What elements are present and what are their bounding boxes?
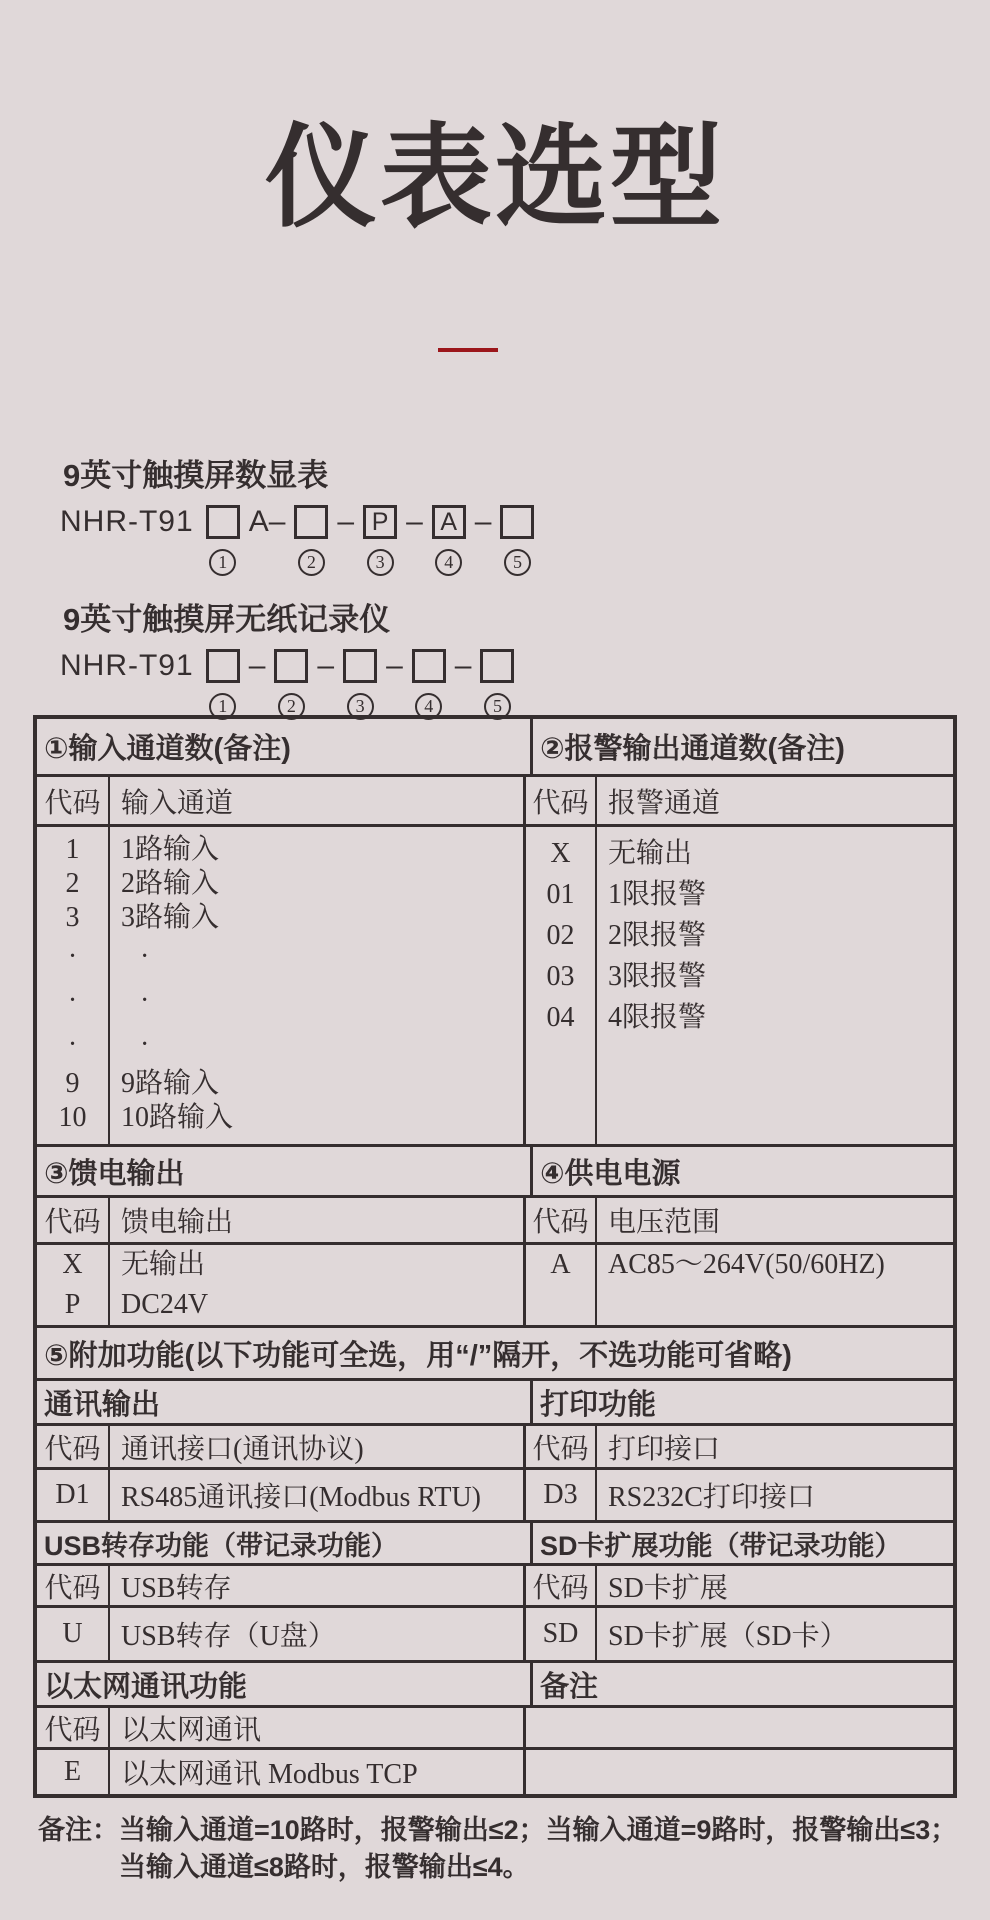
- code-value: 02: [546, 920, 575, 951]
- ethernet-value-cell: 以太网通讯 Modbus TCP: [121, 1759, 418, 1790]
- alarm-channel-column-label: 报警通道: [608, 787, 721, 819]
- code-value: X: [62, 1249, 83, 1280]
- cell-value: 2限报警: [608, 920, 707, 951]
- excitation-column-label: 馈电输出: [121, 1207, 234, 1238]
- code-value: 01: [546, 879, 575, 910]
- cell-value: 9路输入: [121, 1068, 220, 1099]
- model-slot-3: [343, 649, 377, 720]
- ethernet-value-row: [37, 1750, 953, 1794]
- model-box-4: A: [432, 505, 466, 539]
- code-column-label: 代码: [526, 1198, 597, 1242]
- code-value: 04: [546, 1002, 575, 1033]
- input-value-cell: [110, 827, 523, 1144]
- model-connector: –: [386, 649, 403, 682]
- circled-number-2: 2: [278, 693, 305, 720]
- code-column-label: 代码: [526, 777, 597, 824]
- model-slot-5: [500, 505, 534, 576]
- ethernet-function-header: 以太网通讯功能: [37, 1663, 533, 1705]
- input-channel-column-label: 输入通道: [121, 787, 234, 819]
- model-connector: –: [406, 505, 423, 538]
- cell-value: 10路输入: [121, 1102, 234, 1133]
- comm-print-value-row: [37, 1470, 953, 1523]
- ellipsis-dot: ·: [67, 985, 78, 1016]
- sd-function-header: SD卡扩展功能（带记录功能）: [540, 1530, 902, 1561]
- circled-number-5: 5: [484, 693, 511, 720]
- model-box-1: [206, 649, 240, 683]
- comm-value-cell: RS485通讯接口(Modbus RTU): [121, 1482, 482, 1513]
- cell-value: AC85～264V(50/60HZ): [608, 1249, 885, 1280]
- model-slot-5: [480, 649, 514, 720]
- model-slot-2: [294, 505, 328, 576]
- code-value: 9: [65, 1068, 80, 1099]
- code-value: P: [64, 1289, 81, 1320]
- print-value-cell: RS232C打印接口: [608, 1482, 815, 1513]
- model-box-3: P: [363, 505, 397, 539]
- remark-empty-cell: [526, 1750, 953, 1794]
- excitation-output-header: ③馈电输出: [37, 1147, 533, 1195]
- cell-value: 3路输入: [121, 902, 220, 933]
- cell-value: 无输出: [608, 838, 693, 869]
- code-value: 10: [58, 1102, 87, 1133]
- usb-sd-value-row: [37, 1608, 953, 1663]
- alarm-code-cell: [526, 827, 597, 1144]
- footnote: [38, 1812, 957, 1886]
- alarm-channels-header: ②报警输出通道数(备注): [540, 733, 845, 765]
- circled-number-4: 4: [435, 549, 462, 576]
- model-prefix: NHR-T91: [60, 649, 194, 682]
- model-box-2: [294, 505, 328, 539]
- footnote-text: [119, 1812, 957, 1886]
- circled-number-1: 1: [209, 549, 236, 576]
- cell-value: 1限报警: [608, 879, 707, 910]
- code-column-label: 代码: [526, 1426, 597, 1467]
- code-column-label: 代码: [37, 1566, 110, 1605]
- ethernet-note-header-row: [37, 1663, 953, 1708]
- page-title: 仪表选型: [265, 115, 725, 240]
- paperless-recorder-block: [60, 594, 518, 720]
- comm-output-header: 通讯输出: [37, 1381, 533, 1423]
- code-value: 2: [65, 868, 80, 899]
- model-connector: –: [337, 505, 355, 538]
- red-divider: [438, 348, 498, 352]
- digital-model-code-line: [60, 505, 538, 576]
- code-column-label: 代码: [37, 1708, 110, 1747]
- input-code-cell: [37, 827, 110, 1144]
- sd-column-label: SD卡扩展: [608, 1572, 728, 1604]
- code-column-label: 代码: [37, 1198, 110, 1242]
- model-prefix: NHR-T91: [60, 505, 194, 538]
- sd-code-cell: SD: [526, 1608, 597, 1660]
- model-slot-3: [363, 505, 397, 576]
- code-column-label: 代码: [37, 1426, 110, 1467]
- code-value: 3: [65, 902, 80, 933]
- comm-code-cell: D1: [37, 1470, 110, 1520]
- ethernet-column-label: 以太网通讯: [121, 1714, 262, 1746]
- print-code-cell: D3: [526, 1470, 597, 1520]
- cell-value: 无输出: [121, 1249, 206, 1280]
- code-column-label: 代码: [37, 777, 110, 824]
- comm-print-header-row: [37, 1381, 953, 1426]
- s34-body-row: [37, 1245, 953, 1328]
- additional-functions-header: ⑤附加功能(以下功能可全选，用“/”隔开，不选功能可省略): [44, 1339, 792, 1372]
- voltage-range-column-label: 电压范围: [608, 1207, 721, 1238]
- power-supply-header: ④供电电源: [540, 1157, 681, 1190]
- circled-number-4: 4: [415, 693, 442, 720]
- print-function-header: 打印功能: [540, 1388, 657, 1421]
- s34-header-row: [37, 1147, 953, 1198]
- model-box-5: [500, 505, 534, 539]
- cell-value: DC24V: [121, 1289, 209, 1320]
- usb-column-label: USB转存: [121, 1572, 232, 1604]
- code-value: 03: [546, 961, 575, 992]
- usb-code-cell: U: [37, 1608, 110, 1660]
- model-connector: –: [248, 649, 266, 682]
- s12-header-row: [37, 719, 953, 777]
- model-connector: –: [317, 649, 335, 682]
- cell-value: 4限报警: [608, 1002, 707, 1033]
- print-interface-column-label: 打印接口: [608, 1433, 721, 1465]
- digital-display-heading: 9英寸触摸屏数显表: [63, 458, 329, 493]
- footnote-line-1: 当输入通道=10路时，报警输出≤2；当输入通道=9路时，报警输出≤3；: [119, 1815, 958, 1845]
- alarm-value-cell: [597, 827, 953, 1144]
- power-code-cell: [526, 1245, 597, 1325]
- model-box-5: [480, 649, 514, 683]
- circled-number-3: 3: [367, 549, 394, 576]
- ethernet-subheader-row: [37, 1708, 953, 1750]
- cell-value: 3限报警: [608, 961, 707, 992]
- digital-display-block: [60, 450, 538, 576]
- model-box-4: [412, 649, 446, 683]
- model-box-2: [274, 649, 308, 683]
- sd-value-cell: SD卡扩展（SD卡）: [608, 1621, 848, 1652]
- ellipsis-dot: ·: [67, 941, 78, 972]
- model-box-1: [206, 505, 240, 539]
- circled-number-2: 2: [298, 549, 325, 576]
- comm-print-subheader-row: [37, 1426, 953, 1470]
- comm-interface-column-label: 通讯接口(通讯协议): [121, 1433, 364, 1465]
- s12-subheader-row: [37, 777, 953, 827]
- model-connector: –: [454, 649, 472, 682]
- circled-number-5: 5: [504, 549, 531, 576]
- model-connector: A–: [248, 505, 286, 538]
- code-value: 1: [65, 834, 80, 865]
- s34-subheader-row: [37, 1198, 953, 1245]
- footnote-label: 备注：: [38, 1815, 119, 1845]
- model-slot-4: [432, 505, 466, 576]
- ellipsis-dot: ·: [140, 985, 150, 1016]
- model-connector: –: [474, 505, 492, 538]
- paperless-recorder-heading: 9英寸触摸屏无纸记录仪: [63, 602, 391, 637]
- ellipsis-dot: ·: [67, 1029, 78, 1060]
- s12-body-row: [37, 827, 953, 1147]
- model-slot-4: [412, 649, 446, 720]
- cell-value: 1路输入: [121, 834, 220, 865]
- usb-sd-header-row: [37, 1523, 953, 1566]
- usb-value-cell: USB转存（U盘）: [121, 1621, 336, 1652]
- s5-header-row: [37, 1328, 953, 1381]
- ellipsis-dot: ·: [140, 941, 150, 972]
- remark-header: 备注: [540, 1670, 599, 1703]
- remark-empty-cell: [526, 1708, 953, 1747]
- model-slot-1: [206, 649, 240, 720]
- circled-number-1: 1: [209, 693, 236, 720]
- code-value: X: [550, 838, 571, 869]
- excitation-value-cell: [110, 1245, 523, 1325]
- usb-sd-subheader-row: [37, 1566, 953, 1608]
- excitation-code-cell: [37, 1245, 110, 1325]
- model-box-3: [343, 649, 377, 683]
- ellipsis-dot: ·: [140, 1029, 150, 1060]
- cell-value: 2路输入: [121, 868, 220, 899]
- circled-number-3: 3: [347, 693, 374, 720]
- code-column-label: 代码: [526, 1566, 597, 1605]
- selection-table: [33, 715, 957, 1798]
- recorder-model-code-line: [60, 649, 518, 720]
- model-slot-2: [274, 649, 308, 720]
- power-value-cell: [597, 1245, 953, 1325]
- usb-function-header: USB转存功能（带记录功能）: [37, 1523, 533, 1563]
- ethernet-code-cell: E: [37, 1750, 110, 1794]
- model-slot-1: [206, 505, 240, 576]
- footnote-line-2: 当输入通道≤8路时，报警输出≤4。: [119, 1852, 530, 1882]
- code-value: A: [550, 1249, 571, 1280]
- input-channels-header: ①输入通道数(备注): [37, 719, 533, 774]
